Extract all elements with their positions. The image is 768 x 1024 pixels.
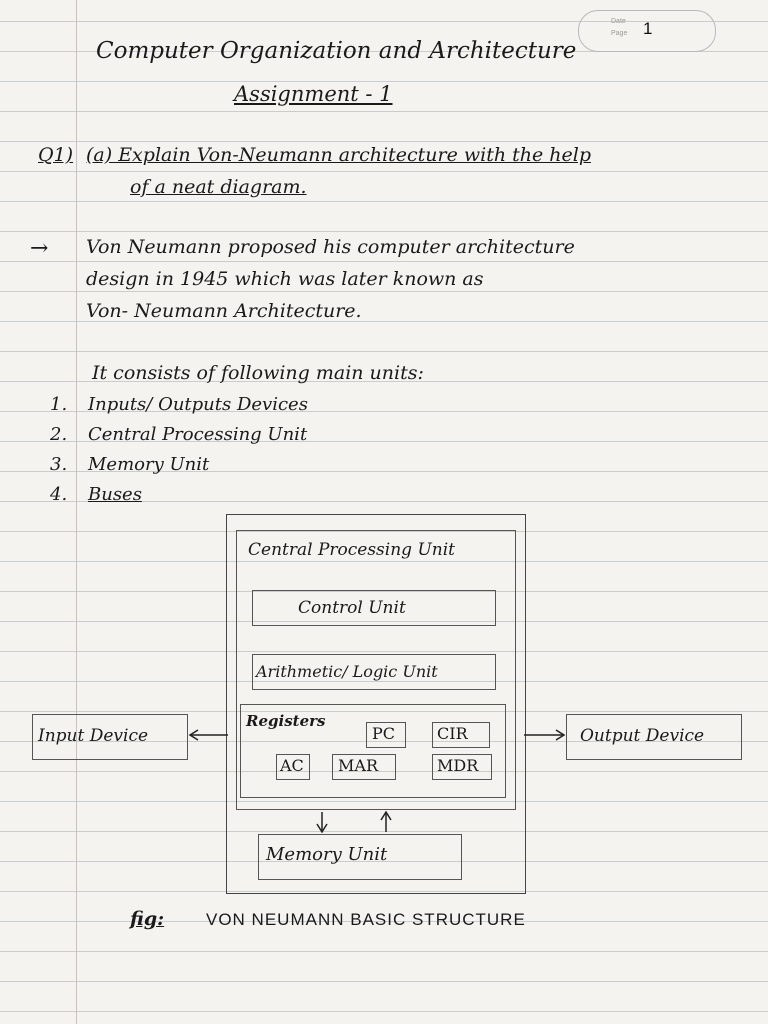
unit-number-1: 1. [50,394,68,415]
control-unit-label: Control Unit [298,598,406,618]
page-number: 1 [643,19,653,38]
mar-register-label: MAR [338,756,378,775]
page-label: Page [611,30,628,37]
output-device-label: Output Device [580,726,705,746]
date-label: Date [611,18,626,25]
answer-arrow: → [30,236,49,261]
assignment-subtitle: Assignment - 1 [234,82,393,106]
unit-number-2: 2. [50,424,68,445]
figure-prefix: fig: [130,908,165,930]
unit-item-4: Buses [88,484,142,505]
unit-item-3: Memory Unit [88,454,210,475]
question-line-1: (a) Explain Von-Neumann architecture with the help [86,144,591,166]
answer-line-1: Von Neumann proposed his computer architecture [86,236,575,258]
answer-line-2: design in 1945 which was later known as [86,268,484,290]
answer-line-3: Von- Neumann Architecture. [86,300,362,322]
unit-number-3: 3. [50,454,68,475]
figure-caption: VON NEUMANN BASIC STRUCTURE [206,910,526,929]
pc-register-label: PC [372,724,396,743]
registers-label: Registers [246,712,326,730]
unit-item-2: Central Processing Unit [88,424,308,445]
alu-label: Arithmetic/ Logic Unit [256,662,438,681]
input-device-label: Input Device [38,726,149,746]
units-intro: It consists of following main units: [92,362,424,384]
memory-unit-label: Memory Unit [266,844,388,865]
unit-item-1: Inputs/ Outputs Devices [88,394,308,415]
cpu-label: Central Processing Unit [248,540,455,560]
unit-number-4: 4. [50,484,68,505]
question-number: Q1) [38,144,74,166]
ac-register-label: AC [280,756,304,775]
cir-register-label: CIR [437,724,468,743]
page-title: Computer Organization and Architecture [96,38,577,64]
mdr-register-label: MDR [437,756,479,775]
question-line-2: of a neat diagram. [130,176,307,198]
